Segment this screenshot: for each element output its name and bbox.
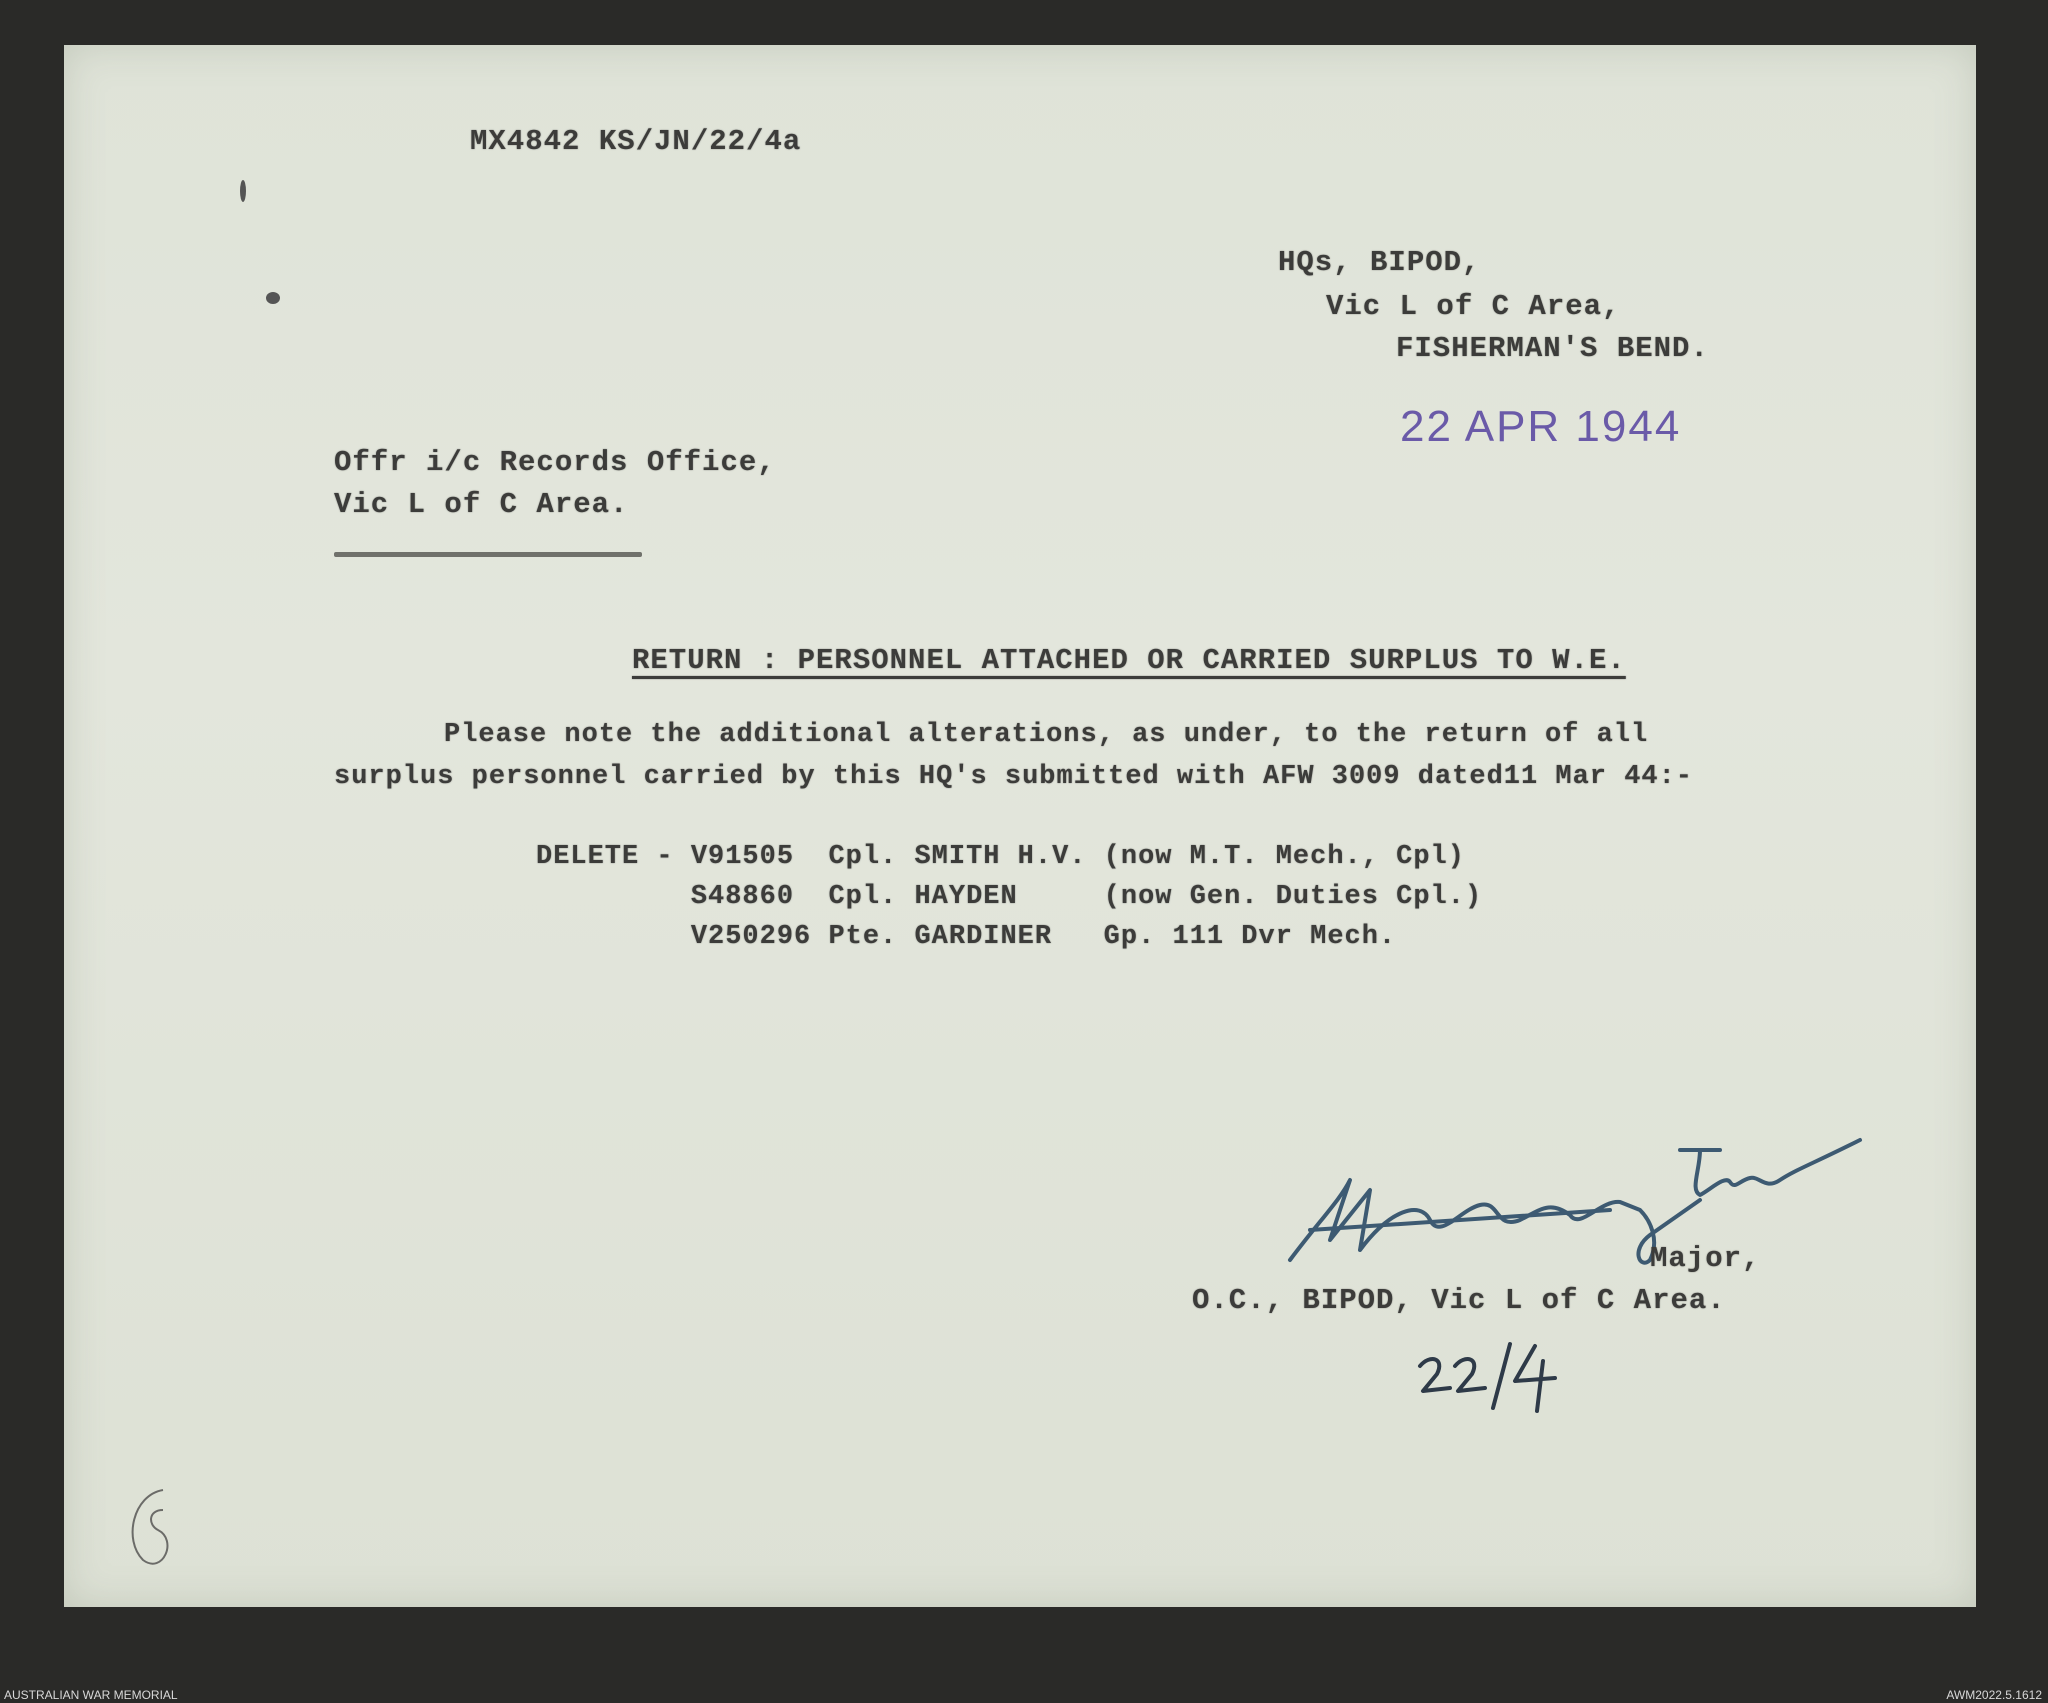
punch-mark	[266, 292, 280, 304]
footer-accession-number: AWM2022.5.1612	[1946, 1688, 2042, 1702]
pencil-mark	[118, 1480, 198, 1580]
signatory-title: O.C., BIPOD, Vic L of C Area.	[1192, 1284, 1726, 1317]
document-page	[64, 45, 1976, 1607]
recipient-line-2: Vic L of C Area.	[334, 488, 629, 521]
file-reference: MX4842 KS/JN/22/4a	[470, 125, 802, 158]
handwritten-date	[1415, 1336, 1565, 1416]
sender-address-line-2: Vic L of C Area,	[1326, 290, 1621, 323]
deletion-entry-2: S48860 Cpl. HAYDEN (now Gen. Duties Cpl.)	[536, 882, 1483, 912]
body-line-1: Please note the additional alterations, as under, to the return of all	[444, 720, 1649, 750]
deletion-entry-1: DELETE - V91505 Cpl. SMITH H.V. (now M.T. Mech., Cpl)	[536, 842, 1465, 872]
date-stamp: 22 APR 1944	[1400, 402, 1682, 451]
subject-line: RETURN : PERSONNEL ATTACHED OR CARRIED SURPLUS TO W.E.	[632, 644, 1626, 677]
punch-mark	[240, 180, 246, 202]
recipient-rule	[334, 552, 642, 557]
footer-credit: AUSTRALIAN WAR MEMORIAL	[4, 1688, 178, 1702]
sender-address-line-1: HQs, BIPOD,	[1278, 246, 1481, 279]
body-line-2: surplus personnel carried by this HQ's submitted with AFW 3009 dated11 Mar 44:-	[334, 762, 1694, 792]
signature	[1280, 1120, 1900, 1280]
recipient-line-1: Offr i/c Records Office,	[334, 446, 776, 479]
deletion-entry-3: V250296 Pte. GARDINER Gp. 111 Dvr Mech.	[536, 922, 1397, 952]
signatory-rank: Major,	[1650, 1242, 1761, 1275]
sender-address-line-3: FISHERMAN'S BEND.	[1396, 332, 1709, 365]
